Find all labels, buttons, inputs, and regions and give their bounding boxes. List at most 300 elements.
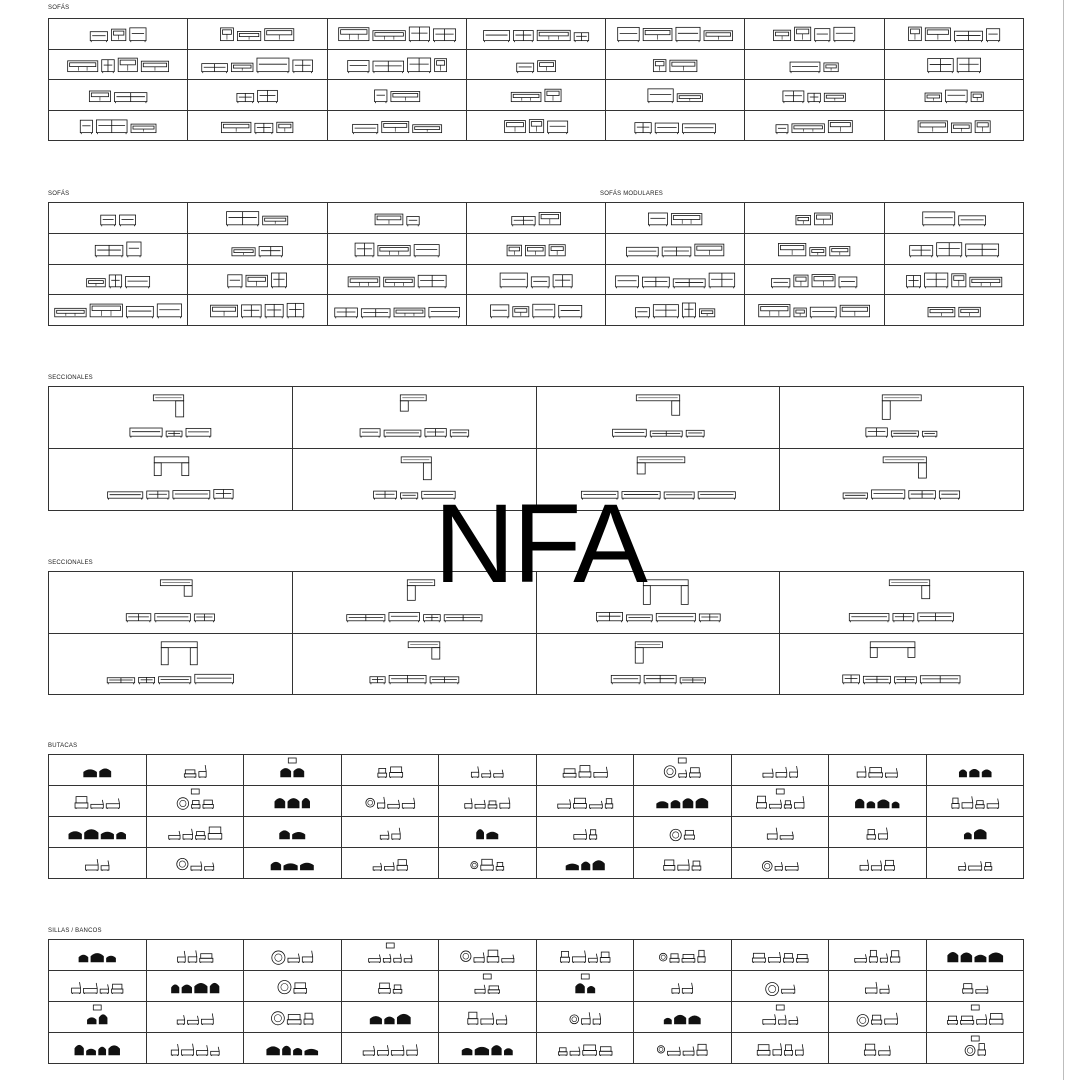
cad-block-drawing: [537, 634, 780, 695]
block-cell: [537, 817, 635, 848]
block-cell: [745, 111, 884, 142]
cad-block-drawing: [342, 755, 439, 785]
block-cell: [885, 295, 1024, 326]
block-cell: [467, 111, 606, 142]
cad-block-drawing: [49, 387, 292, 448]
cad-block-drawing: [188, 50, 326, 80]
cad-block-drawing: [188, 234, 326, 264]
block-cell: [328, 234, 467, 265]
cad-block-drawing: [634, 940, 731, 970]
cad-block-drawing: [732, 848, 829, 878]
cad-block-drawing: [188, 19, 326, 49]
cad-block-drawing: [49, 940, 146, 970]
block-cell: [49, 234, 188, 265]
cad-block-drawing: [885, 111, 1023, 141]
block-cell: [537, 634, 781, 696]
block-cell: [188, 80, 327, 111]
block-cell: [634, 848, 732, 879]
cad-block-drawing: [49, 265, 187, 295]
block-cell: [732, 786, 830, 817]
block-cell: [634, 940, 732, 971]
block-cell: [49, 572, 293, 634]
cad-block-drawing: [244, 848, 341, 878]
block-cell: [606, 111, 745, 142]
block-cell: [927, 786, 1025, 817]
block-cell: [467, 265, 606, 296]
cad-block-drawing: [439, 848, 536, 878]
cad-block-drawing: [188, 111, 326, 141]
cad-block-drawing: [537, 755, 634, 785]
cad-block-drawing: [49, 1002, 146, 1032]
block-cell: [745, 265, 884, 296]
cad-block-drawing: [49, 572, 292, 633]
block-cell: [537, 786, 635, 817]
cad-block-drawing: [328, 50, 466, 80]
block-cell: [342, 1033, 440, 1064]
block-cell: [293, 634, 537, 696]
cad-block-drawing: [732, 1033, 829, 1063]
block-cell: [780, 449, 1024, 511]
block-cell: [745, 203, 884, 234]
cad-block-drawing: [328, 203, 466, 233]
cad-block-drawing: [147, 971, 244, 1001]
block-cell: [49, 1033, 147, 1064]
block-cell: [732, 755, 830, 786]
cad-block-drawing: [745, 265, 883, 295]
section-title-seccionales-2: SECCIONALES: [48, 560, 93, 566]
cad-block-drawing: [606, 234, 744, 264]
cad-block-drawing: [634, 848, 731, 878]
block-cell: [885, 111, 1024, 142]
block-cell: [147, 848, 245, 879]
block-cell: [780, 387, 1024, 449]
cad-block-drawing: [49, 19, 187, 49]
block-cell: [606, 265, 745, 296]
cad-block-drawing: [293, 634, 536, 695]
block-cell: [49, 940, 147, 971]
cad-block-drawing: [342, 1002, 439, 1032]
cad-block-drawing: [634, 1033, 731, 1063]
cad-block-drawing: [829, 940, 926, 970]
block-cell: [606, 19, 745, 50]
block-cell: [328, 295, 467, 326]
cad-block-drawing: [927, 786, 1024, 816]
block-cell: [829, 848, 927, 879]
cad-block-drawing: [927, 817, 1024, 847]
cad-block-drawing: [467, 111, 605, 141]
cad-block-drawing: [147, 940, 244, 970]
page-right-border: [1063, 0, 1064, 1080]
cad-block-drawing: [342, 971, 439, 1001]
cad-block-drawing: [147, 1002, 244, 1032]
cad-block-drawing: [188, 295, 326, 325]
cad-block-drawing: [780, 449, 1023, 510]
cad-block-drawing: [49, 203, 187, 233]
cad-block-drawing: [49, 634, 292, 695]
section-title-sofas-2: SOFÁS: [48, 191, 70, 197]
cad-block-drawing: [634, 1002, 731, 1032]
block-cell: [780, 572, 1024, 634]
block-cell: [829, 786, 927, 817]
cad-block-drawing: [147, 848, 244, 878]
block-cell: [537, 387, 781, 449]
cad-block-drawing: [467, 295, 605, 325]
block-cell: [49, 295, 188, 326]
block-cell: [606, 203, 745, 234]
cad-block-drawing: [439, 971, 536, 1001]
block-cell: [147, 755, 245, 786]
cad-block-drawing: [885, 295, 1023, 325]
cad-block-drawing: [467, 50, 605, 80]
cad-block-drawing: [927, 971, 1024, 1001]
block-cell: [829, 755, 927, 786]
cad-block-drawing: [732, 1002, 829, 1032]
cad-block-drawing: [606, 111, 744, 141]
sofas-grid-2: [48, 202, 1024, 326]
cad-block-drawing: [745, 50, 883, 80]
block-cell: [49, 755, 147, 786]
cad-block-drawing: [780, 634, 1023, 695]
sillas-bancos-grid: [48, 939, 1024, 1064]
block-cell: [732, 817, 830, 848]
block-cell: [147, 971, 245, 1002]
cad-block-drawing: [885, 50, 1023, 80]
block-cell: [927, 755, 1025, 786]
block-cell: [147, 940, 245, 971]
block-cell: [244, 1002, 342, 1033]
block-cell: [49, 1002, 147, 1033]
block-cell: [147, 817, 245, 848]
cad-block-drawing: [147, 786, 244, 816]
block-cell: [244, 940, 342, 971]
block-cell: [537, 755, 635, 786]
cad-block-drawing: [467, 203, 605, 233]
block-cell: [439, 971, 537, 1002]
cad-block-drawing: [829, 971, 926, 1001]
cad-block-drawing: [885, 234, 1023, 264]
cad-block-drawing: [49, 111, 187, 141]
cad-block-drawing: [439, 1033, 536, 1063]
block-cell: [328, 80, 467, 111]
block-cell: [328, 203, 467, 234]
block-cell: [439, 786, 537, 817]
sofas-grid-1: [48, 18, 1024, 141]
cad-block-drawing: [732, 971, 829, 1001]
cad-block-drawing: [537, 971, 634, 1001]
block-cell: [537, 940, 635, 971]
cad-block-drawing: [439, 1002, 536, 1032]
block-cell: [885, 265, 1024, 296]
block-cell: [188, 19, 327, 50]
block-cell: [634, 755, 732, 786]
cad-block-drawing: [606, 295, 744, 325]
cad-block-drawing: [188, 265, 326, 295]
cad-block-drawing: [342, 786, 439, 816]
cad-block-drawing: [927, 755, 1024, 785]
cad-block-drawing: [606, 265, 744, 295]
cad-block-drawing: [606, 19, 744, 49]
block-cell: [188, 50, 327, 81]
cad-block-drawing: [467, 234, 605, 264]
cad-block-drawing: [49, 755, 146, 785]
block-cell: [147, 786, 245, 817]
block-cell: [732, 1033, 830, 1064]
block-cell: [927, 817, 1025, 848]
cad-block-drawing: [49, 971, 146, 1001]
cad-block-drawing: [147, 755, 244, 785]
cad-block-drawing: [328, 19, 466, 49]
cad-block-drawing: [745, 203, 883, 233]
block-cell: [467, 295, 606, 326]
block-cell: [634, 1033, 732, 1064]
block-cell: [439, 817, 537, 848]
block-cell: [732, 1002, 830, 1033]
cad-block-drawing: [537, 940, 634, 970]
block-cell: [927, 848, 1025, 879]
block-cell: [732, 848, 830, 879]
block-cell: [244, 817, 342, 848]
block-cell: [467, 203, 606, 234]
cad-block-drawing: [244, 755, 341, 785]
cad-block-drawing: [885, 203, 1023, 233]
block-cell: [244, 786, 342, 817]
block-cell: [342, 940, 440, 971]
cad-block-drawing: [745, 80, 883, 110]
cad-block-drawing: [732, 786, 829, 816]
cad-block-drawing: [634, 971, 731, 1001]
cad-block-drawing: [537, 387, 780, 448]
block-cell: [188, 234, 327, 265]
block-cell: [732, 971, 830, 1002]
cad-block-drawing: [328, 111, 466, 141]
cad-block-drawing: [244, 786, 341, 816]
block-cell: [49, 203, 188, 234]
cad-block-drawing: [49, 848, 146, 878]
block-cell: [927, 971, 1025, 1002]
block-cell: [829, 817, 927, 848]
cad-block-drawing: [537, 1002, 634, 1032]
cad-block-drawing: [927, 1033, 1024, 1063]
block-cell: [745, 234, 884, 265]
cad-block-drawing: [780, 572, 1023, 633]
block-cell: [49, 265, 188, 296]
cad-block-drawing: [439, 786, 536, 816]
cad-block-drawing: [829, 817, 926, 847]
cad-block-drawing: [244, 1002, 341, 1032]
cad-block-drawing: [328, 234, 466, 264]
block-cell: [188, 111, 327, 142]
block-cell: [49, 786, 147, 817]
block-cell: [927, 940, 1025, 971]
cad-block-drawing: [244, 1033, 341, 1063]
block-cell: [439, 848, 537, 879]
block-cell: [342, 755, 440, 786]
block-cell: [885, 80, 1024, 111]
block-cell: [885, 50, 1024, 81]
cad-block-drawing: [829, 848, 926, 878]
cad-block-drawing: [49, 1033, 146, 1063]
block-cell: [537, 1002, 635, 1033]
cad-block-drawing: [342, 940, 439, 970]
cad-block-drawing: [732, 755, 829, 785]
block-cell: [537, 1033, 635, 1064]
cad-block-drawing: [829, 755, 926, 785]
block-cell: [49, 80, 188, 111]
cad-block-drawing: [49, 50, 187, 80]
cad-block-drawing: [606, 203, 744, 233]
cad-block-drawing: [537, 817, 634, 847]
block-cell: [927, 1033, 1025, 1064]
block-cell: [328, 19, 467, 50]
block-cell: [328, 111, 467, 142]
cad-block-drawing: [885, 80, 1023, 110]
section-title-sofas-modulares: SOFÁS MODULARES: [600, 191, 664, 197]
block-cell: [634, 971, 732, 1002]
cad-block-drawing: [328, 295, 466, 325]
cad-block-drawing: [829, 786, 926, 816]
block-cell: [188, 295, 327, 326]
block-cell: [927, 1002, 1025, 1033]
block-cell: [634, 817, 732, 848]
block-cell: [537, 971, 635, 1002]
cad-block-drawing: [328, 80, 466, 110]
block-cell: [188, 203, 327, 234]
block-cell: [885, 234, 1024, 265]
cad-block-drawing: [342, 848, 439, 878]
block-cell: [188, 265, 327, 296]
block-cell: [439, 940, 537, 971]
block-cell: [49, 817, 147, 848]
block-cell: [439, 1002, 537, 1033]
cad-block-drawing: [439, 940, 536, 970]
block-cell: [147, 1033, 245, 1064]
cad-block-drawing: [606, 50, 744, 80]
block-cell: [745, 80, 884, 111]
block-cell: [244, 755, 342, 786]
block-cell: [49, 111, 188, 142]
block-cell: [342, 971, 440, 1002]
section-title-sofas-1: SOFÁS: [48, 5, 70, 11]
watermark-text: NFA: [434, 481, 646, 606]
cad-block-drawing: [634, 817, 731, 847]
cad-block-drawing: [244, 817, 341, 847]
block-cell: [244, 971, 342, 1002]
block-cell: [885, 19, 1024, 50]
block-cell: [829, 1033, 927, 1064]
block-cell: [342, 817, 440, 848]
block-cell: [467, 19, 606, 50]
cad-block-drawing: [829, 1033, 926, 1063]
block-cell: [49, 634, 293, 696]
block-cell: [293, 387, 537, 449]
block-cell: [606, 295, 745, 326]
block-cell: [829, 940, 927, 971]
cad-block-drawing: [293, 387, 536, 448]
cad-block-drawing: [927, 1002, 1024, 1032]
block-cell: [147, 1002, 245, 1033]
cad-block-drawing: [634, 755, 731, 785]
cad-block-drawing: [745, 111, 883, 141]
block-cell: [439, 755, 537, 786]
cad-block-drawing: [342, 1033, 439, 1063]
cad-block-drawing: [467, 265, 605, 295]
block-cell: [829, 971, 927, 1002]
block-cell: [780, 634, 1024, 696]
cad-block-drawing: [606, 80, 744, 110]
block-cell: [328, 50, 467, 81]
cad-block-drawing: [745, 234, 883, 264]
block-cell: [732, 940, 830, 971]
cad-block-drawing: [188, 203, 326, 233]
block-cell: [49, 449, 293, 511]
block-cell: [49, 19, 188, 50]
cad-block-drawing: [745, 19, 883, 49]
cad-block-drawing: [49, 449, 292, 510]
block-cell: [244, 848, 342, 879]
cad-block-drawing: [927, 940, 1024, 970]
section-title-sillas-bancos: SILLAS / BANCOS: [48, 928, 102, 934]
cad-block-drawing: [49, 80, 187, 110]
block-cell: [606, 80, 745, 111]
block-cell: [467, 80, 606, 111]
cad-block-drawing: [745, 295, 883, 325]
cad-block-drawing: [829, 1002, 926, 1032]
block-cell: [606, 50, 745, 81]
cad-block-drawing: [188, 80, 326, 110]
cad-block-drawing: [467, 19, 605, 49]
block-cell: [49, 848, 147, 879]
block-cell: [885, 203, 1024, 234]
cad-block-drawing: [927, 848, 1024, 878]
cad-block-drawing: [439, 817, 536, 847]
cad-block-drawing: [732, 940, 829, 970]
section-title-seccionales-1: SECCIONALES: [48, 375, 93, 381]
block-cell: [342, 786, 440, 817]
cad-block-drawing: [537, 848, 634, 878]
cad-block-drawing: [147, 1033, 244, 1063]
cad-block-drawing: [49, 234, 187, 264]
block-cell: [829, 1002, 927, 1033]
cad-block-drawing: [634, 786, 731, 816]
block-cell: [467, 234, 606, 265]
butacas-grid: [48, 754, 1024, 879]
cad-block-drawing: [885, 265, 1023, 295]
cad-block-drawing: [537, 786, 634, 816]
block-cell: [606, 234, 745, 265]
block-cell: [634, 1002, 732, 1033]
cad-block-drawing: [147, 817, 244, 847]
block-cell: [745, 50, 884, 81]
cad-block-drawing: [537, 1033, 634, 1063]
cad-block-drawing: [732, 817, 829, 847]
cad-block-drawing: [49, 295, 187, 325]
cad-block-drawing: [244, 940, 341, 970]
block-cell: [49, 387, 293, 449]
cad-block-drawing: [49, 786, 146, 816]
block-cell: [244, 1033, 342, 1064]
block-cell: [634, 786, 732, 817]
cad-block-drawing: [328, 265, 466, 295]
block-cell: [342, 1002, 440, 1033]
cad-block-drawing: [342, 817, 439, 847]
cad-block-drawing: [780, 387, 1023, 448]
block-cell: [745, 295, 884, 326]
cad-block-drawing: [244, 971, 341, 1001]
block-cell: [328, 265, 467, 296]
block-cell: [49, 50, 188, 81]
block-cell: [439, 1033, 537, 1064]
block-cell: [342, 848, 440, 879]
